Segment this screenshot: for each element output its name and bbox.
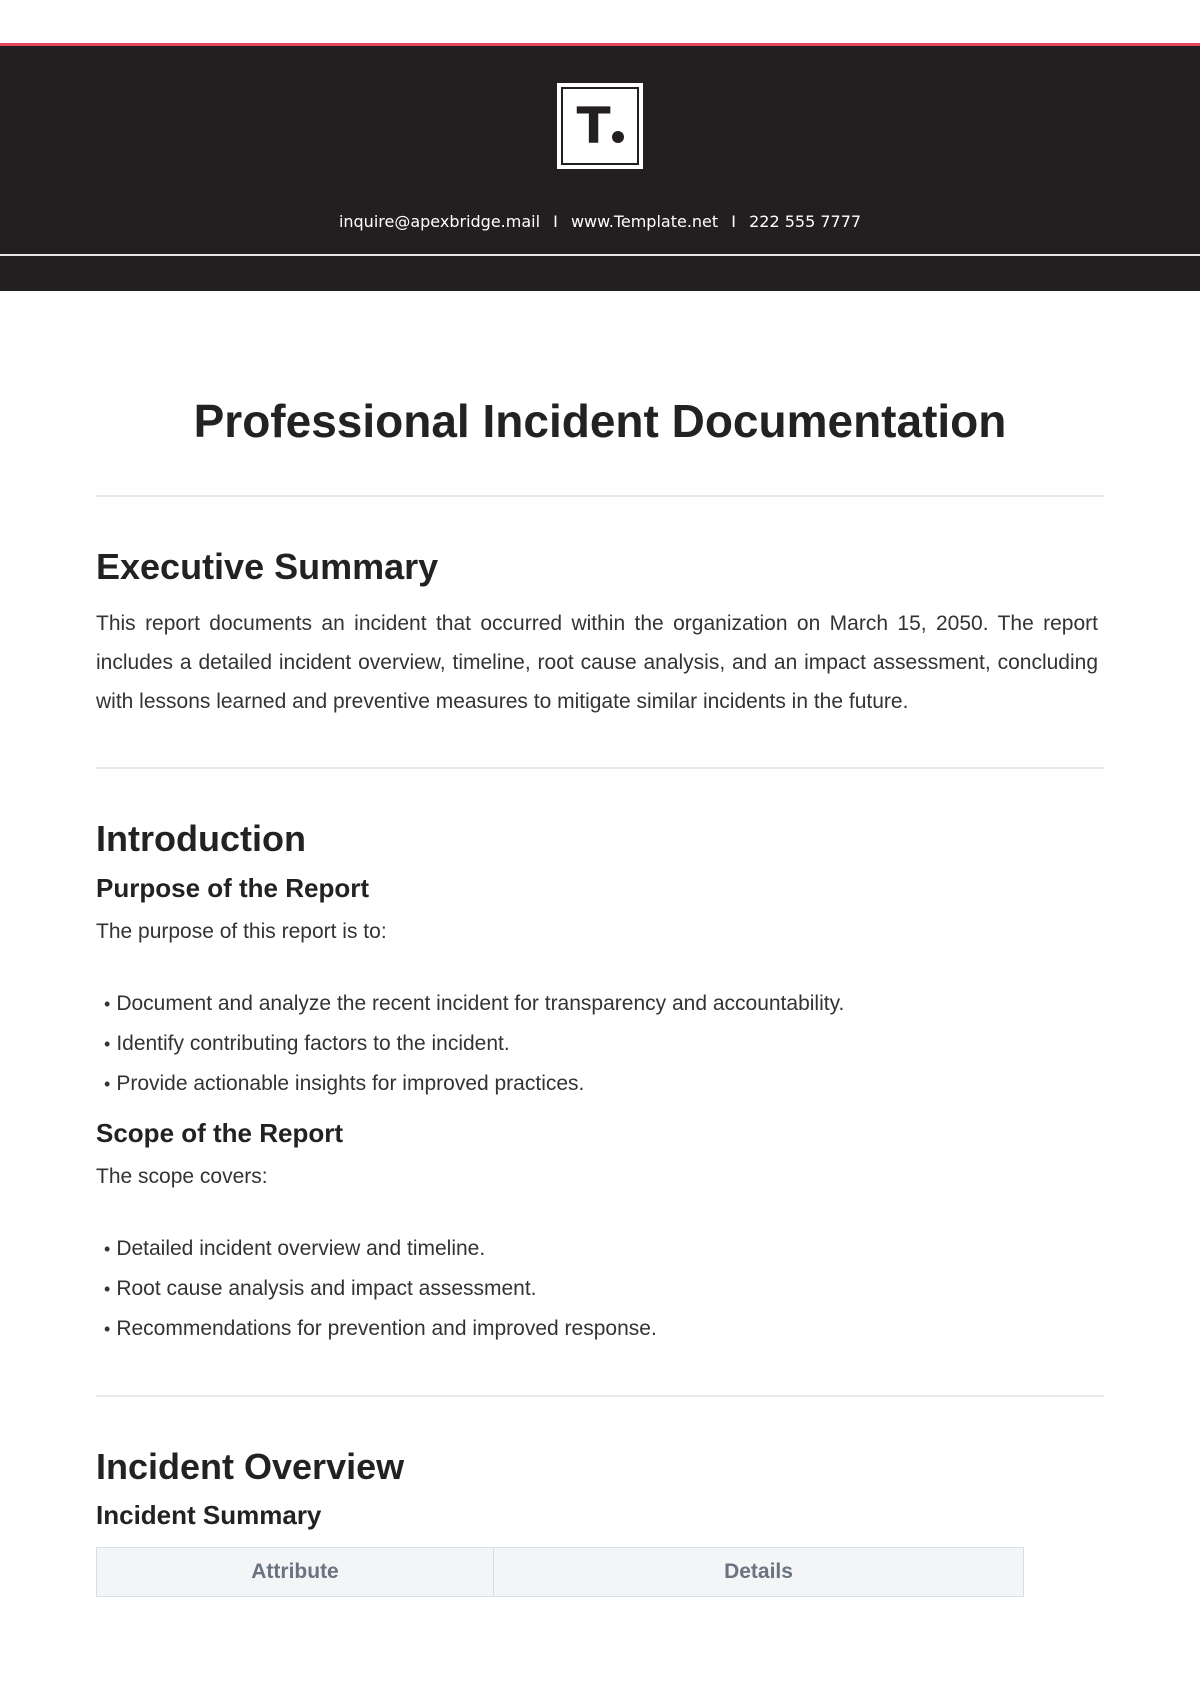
- list-item: • Root cause analysis and impact assessment.: [104, 1269, 1104, 1309]
- logo-dot-icon: [612, 131, 624, 143]
- purpose-intro: The purpose of this report is to:: [96, 919, 387, 943]
- contact-email[interactable]: inquire@apexbridge.mail: [338, 212, 541, 231]
- contact-separator: I: [553, 212, 558, 231]
- scope-intro: The scope covers:: [96, 1164, 268, 1188]
- contact-phone: 222 555 7777: [749, 212, 862, 231]
- section-divider: [96, 495, 1104, 497]
- section-divider: [96, 767, 1104, 769]
- incident-summary-table: [96, 1547, 1024, 1597]
- incident-summary-heading: Incident Summary: [96, 1500, 322, 1531]
- header-divider: [0, 254, 1200, 256]
- incident-overview-heading: Incident Overview: [96, 1445, 405, 1487]
- contact-website[interactable]: www.Template.net: [570, 212, 719, 231]
- document-header: [0, 43, 1200, 291]
- scope-heading: Scope of the Report: [96, 1117, 344, 1148]
- contact-line: [0, 212, 1200, 231]
- list-item: • Identify contributing factors to the incident.: [104, 1024, 1104, 1064]
- document-title: Professional Incident Documentation: [193, 395, 1007, 447]
- list-item: • Document and analyze the recent incident for transparency and accountability.: [104, 984, 1104, 1024]
- executive-summary-heading: Executive Summary: [96, 545, 439, 587]
- table-header-attribute: Attribute: [251, 1560, 339, 1584]
- purpose-heading: Purpose of the Report: [96, 872, 370, 903]
- contact-separator: I: [731, 212, 736, 231]
- document-body: [0, 396, 1200, 1597]
- table-header-details: Details: [493, 1548, 1023, 1596]
- list-item: • Detailed incident overview and timeline.: [104, 1229, 1104, 1269]
- list-item: • Recommendations for prevention and improved response.: [104, 1309, 1104, 1349]
- executive-summary-text: This report documents an incident that occurred within the organization on March 15, 2050. The report includes a detailed incident overview, timeline, root cause analysis, and an impact assessment, concluding with lessons learned and preventive measures to mitigate similar incidents in the future.: [96, 612, 1098, 714]
- top-margin: [0, 0, 1200, 43]
- company-logo: [557, 83, 643, 169]
- logo-letter: T: [576, 97, 609, 155]
- scope-list: [104, 1229, 1104, 1349]
- purpose-list: [104, 984, 1104, 1104]
- section-divider: [96, 1395, 1104, 1397]
- introduction-heading: Introduction: [96, 818, 306, 860]
- list-item: • Provide actionable insights for improved practices.: [104, 1064, 1104, 1104]
